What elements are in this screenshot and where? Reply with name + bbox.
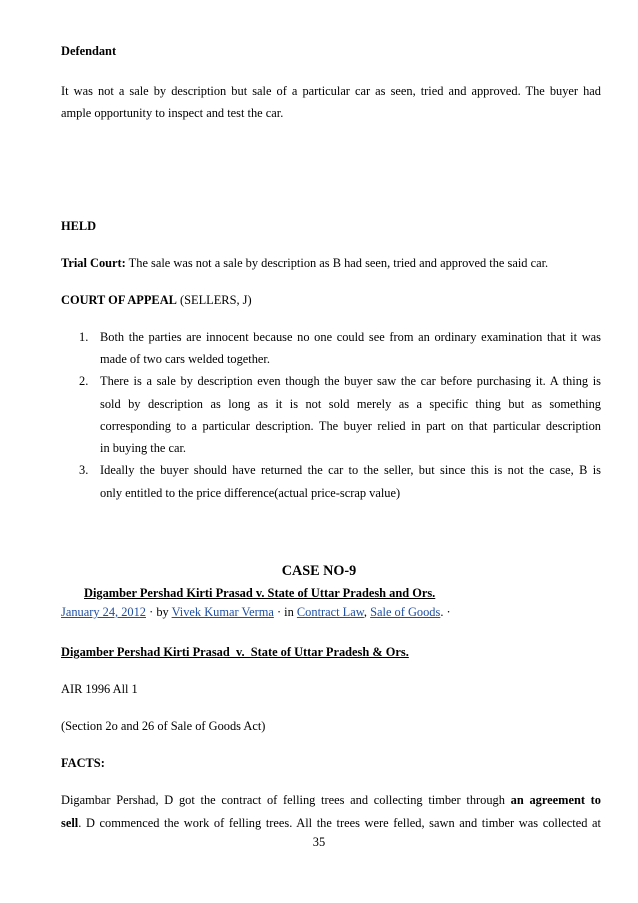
category-separator: , (363, 605, 371, 619)
post-date-link[interactable]: January 24, 2012 (61, 605, 146, 619)
point-2-line-2: sold by description as long as it is not sold merely as a specific thing but as something (100, 397, 601, 411)
defendant-heading: Defendant (61, 44, 117, 58)
point-2-line-1: There is a sale by description even though the buyer saw the car before purchasing it. A thing is (100, 374, 601, 388)
defendant-text-line-1: It was not a sale by description but sale of a particular car as seen, tried and approved. The buyer had (61, 84, 601, 98)
point-3-line-2: only entitled to the price difference(actual price-scrap value) (100, 486, 401, 500)
point-1-line-1: Both the parties are innocent because no one could see from an ordinary examination that it was (100, 330, 601, 344)
case-citation: AIR 1996 All 1 (61, 682, 138, 696)
point-3-line-1: Ideally the buyer should have returned the car to the seller, but since this is not the case, B is (100, 463, 601, 477)
page-number: 35 (312, 835, 326, 849)
facts-line-2-bold: sell (61, 816, 79, 830)
point-3-number: 3. (79, 463, 89, 477)
trial-court-text: The sale was not a sale by description as B had seen, tried and approved the said car. (125, 256, 549, 270)
facts-heading: FACTS: (61, 756, 105, 770)
post-meta-line (61, 605, 601, 620)
case-number-heading: CASE NO-9 (281, 563, 357, 579)
court-of-appeal-judge: (SELLERS, J) (176, 293, 252, 307)
trial-court-line (61, 256, 601, 271)
case-section: (Section 2o and 26 of Sale of Goods Act) (61, 719, 266, 733)
post-by-text: · by (146, 605, 172, 619)
point-2-line-4: in buying the car. (100, 441, 187, 455)
facts-line-1-text: Digambar Pershad, D got the contract of felling trees and collecting timber through (61, 793, 511, 807)
case-title-link[interactable]: Digamber Pershad Kirti Prasad v. State of Uttar Pradesh and Ors. (84, 586, 436, 600)
point-1-number: 1. (79, 330, 89, 344)
post-in-text: · in (273, 605, 297, 619)
post-meta-tail: . · (440, 605, 451, 619)
facts-line-2 (61, 816, 601, 831)
author-link[interactable]: Vivek Kumar Verma (171, 605, 274, 619)
defendant-text-line-2: ample opportunity to inspect and test the car. (61, 106, 284, 120)
held-heading: HELD (61, 219, 97, 233)
point-1-line-2: made of two cars welded together. (100, 352, 270, 366)
facts-line-1-bold: an agreement to (510, 793, 601, 807)
court-of-appeal-line (61, 293, 601, 308)
point-2-number: 2. (79, 374, 89, 388)
facts-line-1 (61, 793, 601, 808)
category-contract-law-link[interactable]: Contract Law (296, 605, 364, 619)
point-2-line-3: corresponding to a particular description. The buyer relied in part on that particular description (100, 419, 601, 433)
facts-line-2-text: . D commenced the work of felling trees. All the trees were felled, sawn and timber was collected at (78, 816, 601, 830)
case-title: Digamber Pershad Kirti Prasad v. State of Uttar Pradesh & Ors. (61, 645, 409, 659)
category-sale-of-goods-link[interactable]: Sale of Goods (370, 605, 441, 619)
court-of-appeal-label: COURT OF APPEAL (61, 293, 177, 307)
trial-court-label: Trial Court: (61, 256, 126, 270)
